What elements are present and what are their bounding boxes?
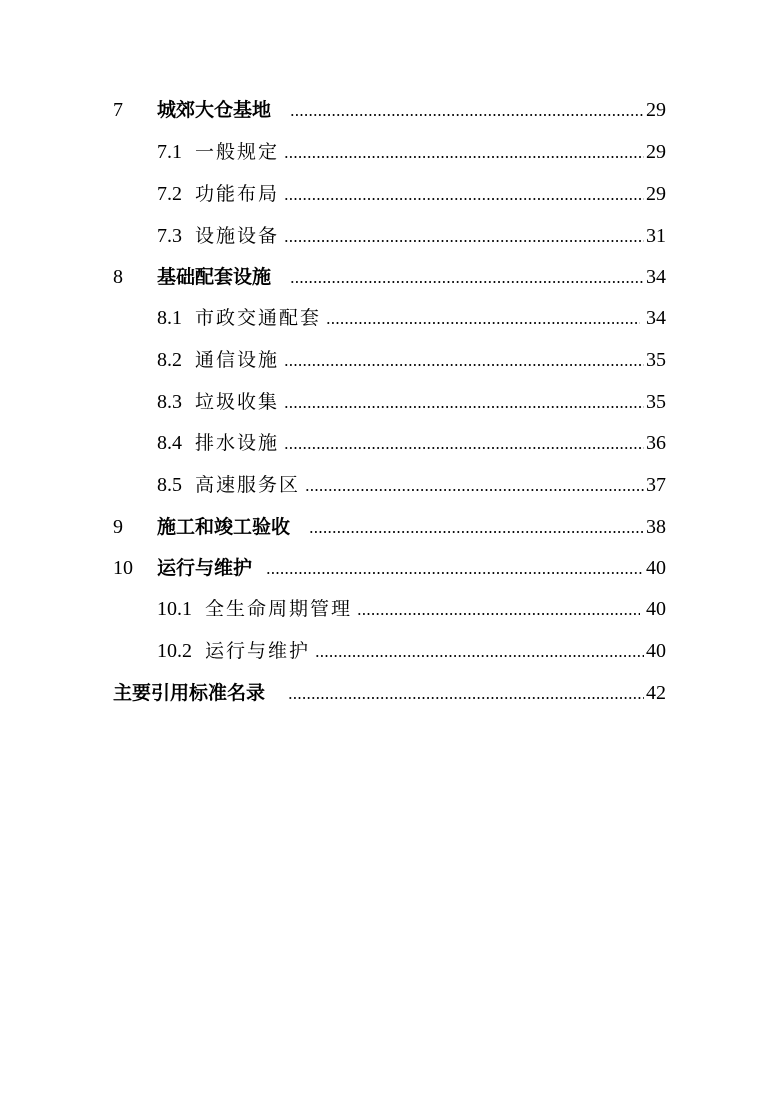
toc-entry-page: 40	[646, 598, 666, 620]
toc-entry-title: 城郊大仓基地	[157, 99, 272, 121]
toc-entry[interactable]	[0, 179, 777, 209]
toc-entry-number: 8	[113, 266, 123, 288]
toc-entry-title: 功能布局	[195, 183, 280, 205]
toc-dot-leader	[290, 113, 644, 117]
toc-entry-number: 7.2	[157, 183, 182, 205]
toc-entry-number: 8.5	[157, 474, 182, 496]
toc-dot-leader	[284, 363, 644, 367]
toc-entry-page: 37	[646, 474, 666, 496]
toc-entry-title: 设施设备	[195, 225, 280, 247]
toc-entry[interactable]	[0, 303, 777, 333]
toc-entry-title: 主要引用标准名录	[113, 682, 266, 704]
toc-entry[interactable]	[0, 387, 777, 417]
toc-entry-number: 8.4	[157, 432, 182, 454]
toc-dot-leader	[309, 530, 644, 534]
toc-entry-page: 29	[646, 141, 666, 163]
toc-entry-number: 10.2	[157, 640, 192, 662]
toc-entry-number: 7.1	[157, 141, 182, 163]
toc-entry[interactable]	[0, 262, 777, 292]
toc-dot-leader	[326, 321, 640, 325]
toc-entry-title: 运行与维护	[157, 557, 253, 579]
toc-entry[interactable]	[0, 512, 777, 542]
toc-entry-number: 7	[113, 99, 123, 121]
toc-dot-leader	[305, 488, 644, 492]
toc-entry-page: 29	[646, 183, 666, 205]
toc-entry-page: 29	[646, 99, 666, 121]
toc-entry-page: 40	[646, 557, 666, 579]
toc-entry-title: 垃圾收集	[195, 391, 280, 413]
toc-entry[interactable]	[0, 137, 777, 167]
toc-entry[interactable]	[0, 678, 777, 708]
toc-entry-page: 40	[646, 640, 666, 662]
toc-entry-title: 通信设施	[195, 349, 280, 371]
toc-entry[interactable]	[0, 428, 777, 458]
toc-dot-leader	[357, 612, 640, 616]
toc-dot-leader	[284, 405, 644, 409]
toc-dot-leader	[315, 654, 644, 658]
toc-dot-leader	[288, 696, 644, 700]
toc-entry-title: 基础配套设施	[157, 266, 272, 288]
toc-entry-page: 36	[646, 432, 666, 454]
toc-entry[interactable]	[0, 553, 777, 583]
toc-entry[interactable]	[0, 594, 777, 624]
toc-entry-number: 10.1	[157, 598, 192, 620]
toc-entry-title: 市政交通配套	[195, 307, 322, 329]
toc-dot-leader	[284, 446, 644, 450]
toc-dot-leader	[284, 197, 644, 201]
toc-dot-leader	[284, 239, 644, 243]
toc-entry-number: 7.3	[157, 225, 182, 247]
toc-entry-title: 一般规定	[195, 141, 280, 163]
toc-entry-title: 高速服务区	[195, 474, 301, 496]
toc-entry-number: 9	[113, 516, 123, 538]
toc-entry-page: 34	[646, 266, 666, 288]
toc-entry-number: 10	[113, 557, 133, 579]
toc-dot-leader	[284, 155, 644, 159]
toc-entry[interactable]	[0, 470, 777, 500]
toc-entry-page: 31	[646, 225, 666, 247]
toc-entry-number: 8.2	[157, 349, 182, 371]
toc-entry-page: 38	[646, 516, 666, 538]
toc-dot-leader	[290, 280, 644, 284]
toc-entry-page: 35	[646, 349, 666, 371]
toc-entry-title: 排水设施	[195, 432, 280, 454]
toc-entry-page: 34	[646, 307, 666, 329]
toc-entry-title: 全生命周期管理	[205, 598, 353, 620]
toc-entry-page: 35	[646, 391, 666, 413]
toc-entry[interactable]	[0, 221, 777, 251]
toc-entry-number: 8.1	[157, 307, 182, 329]
toc-entry[interactable]	[0, 636, 777, 666]
toc-dot-leader	[266, 571, 644, 575]
toc-entry-number: 8.3	[157, 391, 182, 413]
toc-entry[interactable]	[0, 345, 777, 375]
toc-entry-title: 施工和竣工验收	[157, 516, 291, 538]
toc-entry-title: 运行与维护	[205, 640, 311, 662]
toc-entry-page: 42	[646, 682, 666, 704]
toc-entry[interactable]	[0, 95, 777, 125]
